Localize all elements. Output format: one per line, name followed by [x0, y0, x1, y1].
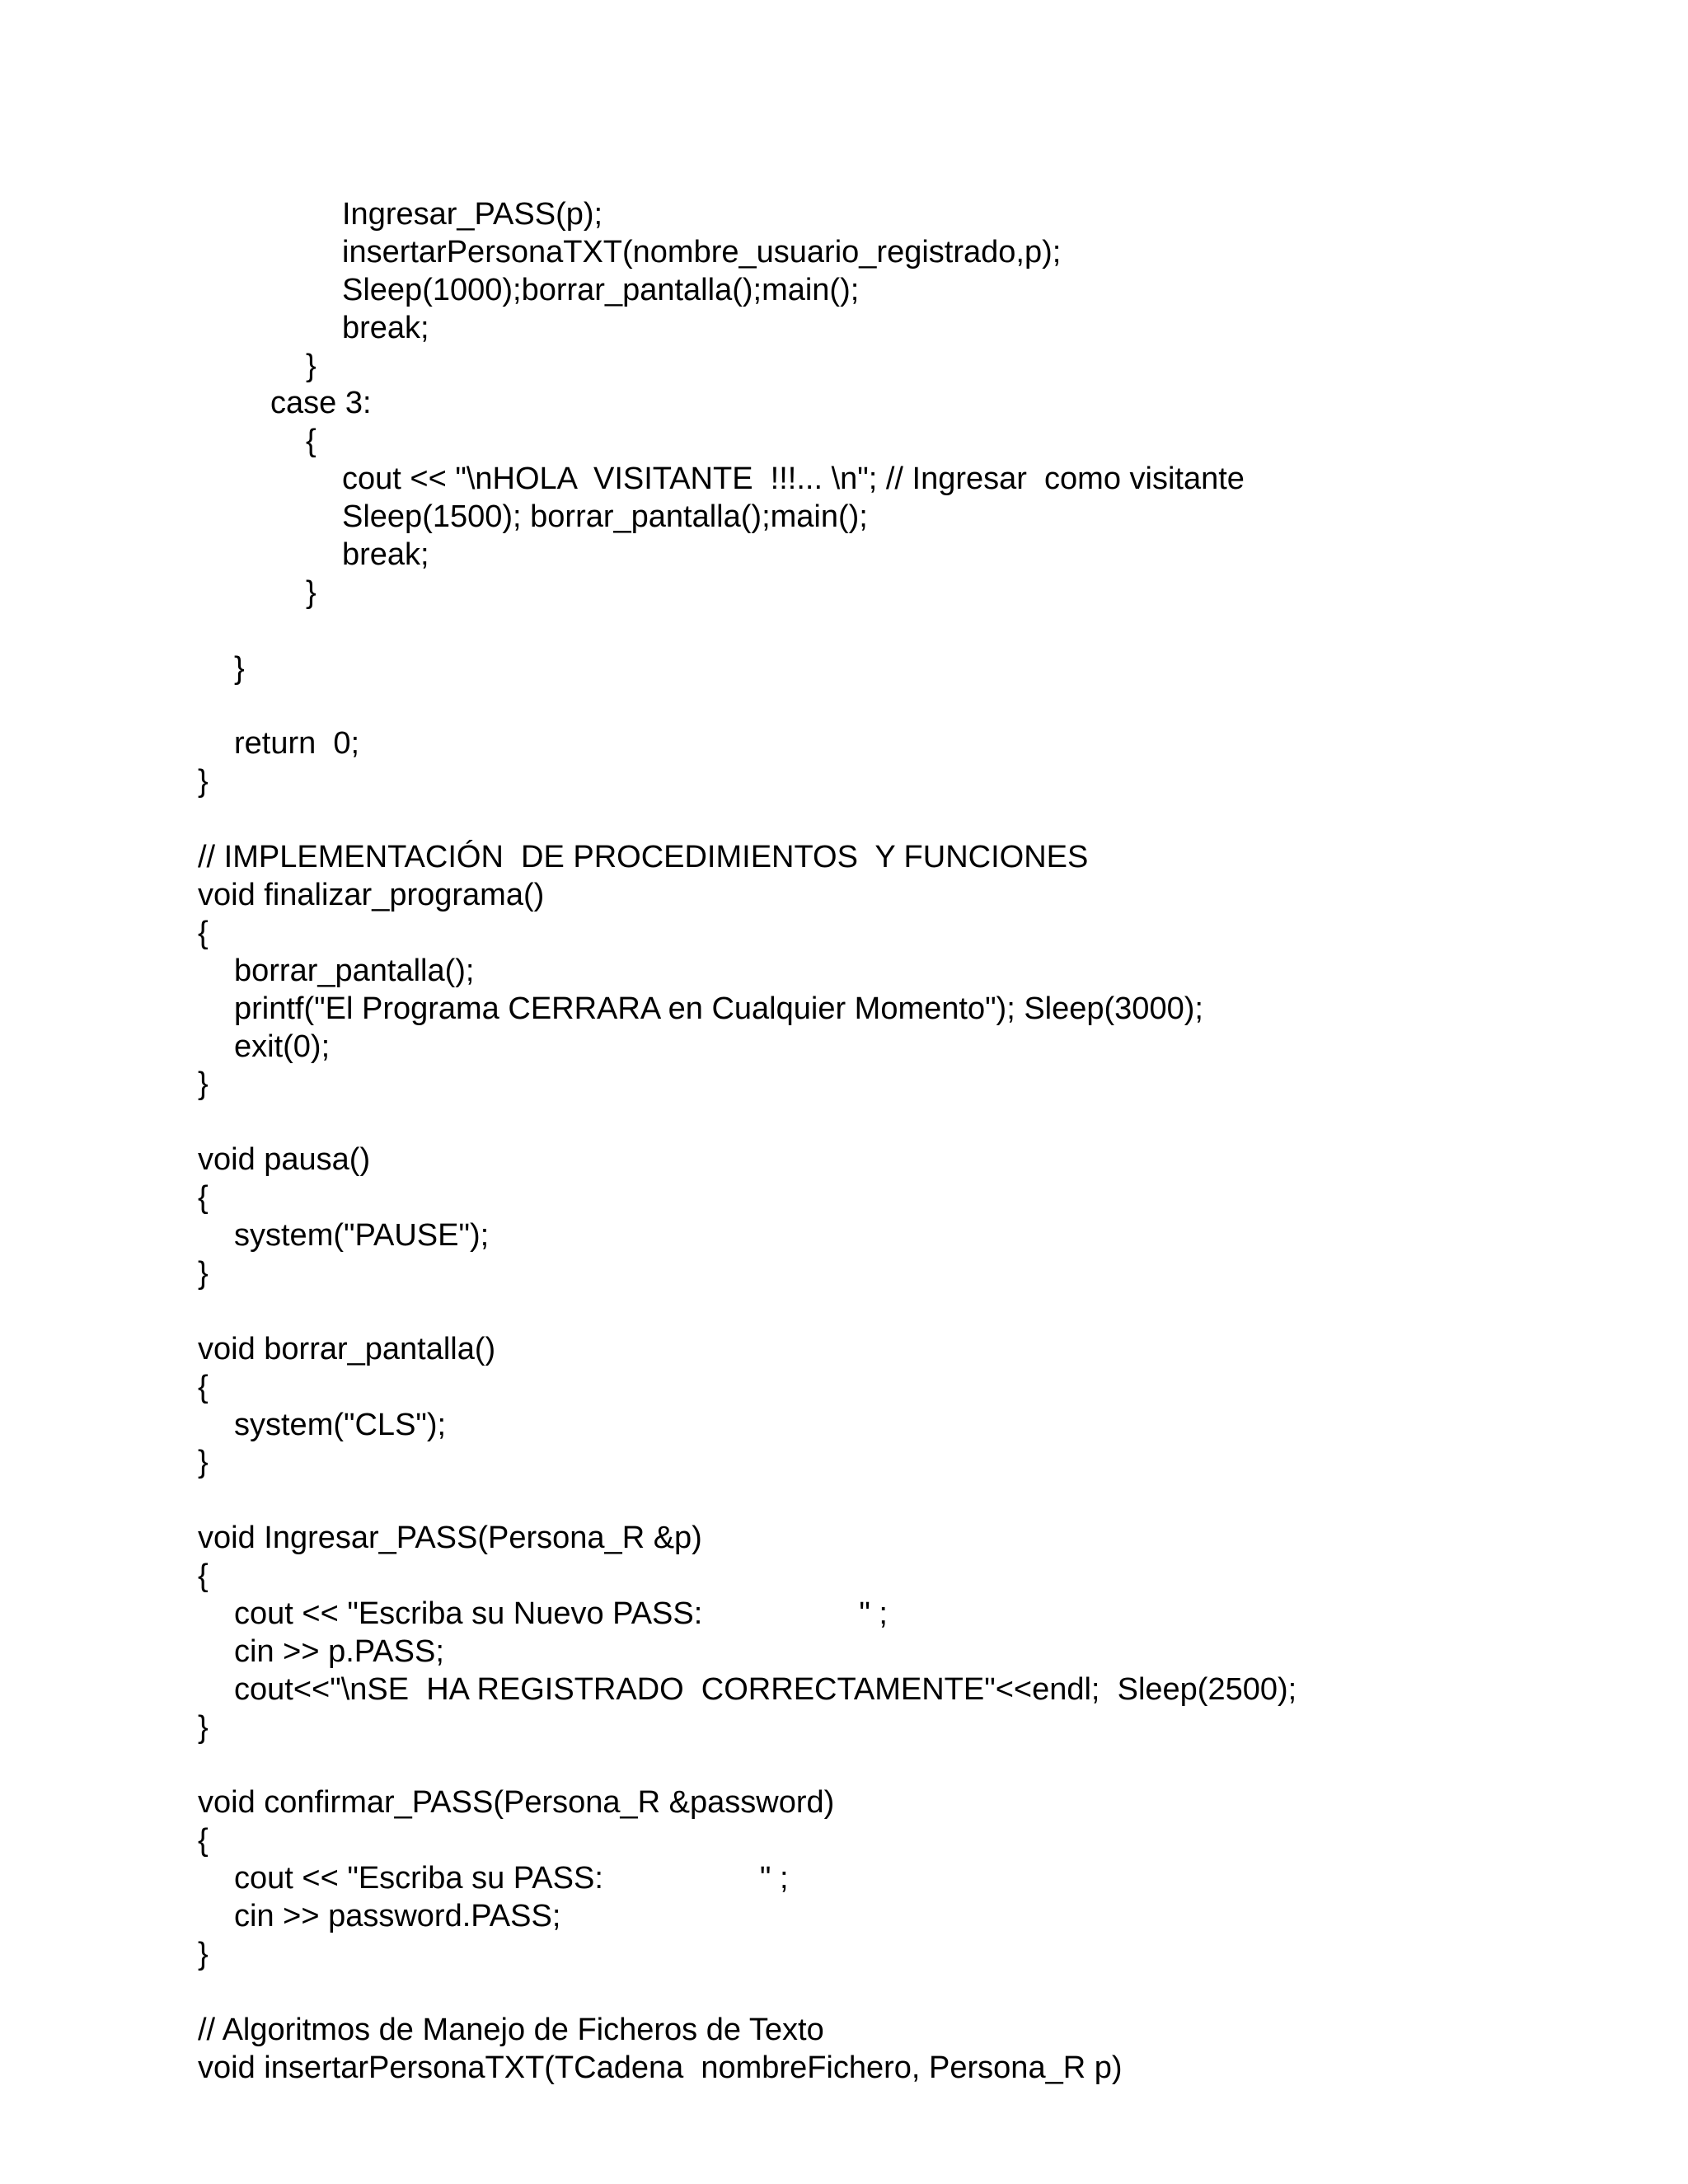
- code-line: {: [198, 1180, 209, 1216]
- code-line: cout << "\nHOLA VISITANTE !!!... \n"; // Ingresar como visitante: [342, 462, 1245, 497]
- code-line: void pausa(): [198, 1142, 371, 1178]
- code-line: cout<<"\nSE HA REGISTRADO CORRECTAMENTE"<<endl; Sleep(2500);: [234, 1671, 1297, 1707]
- code-line: {: [198, 915, 209, 950]
- code-line: [198, 1974, 1648, 2012]
- code-line: Ingresar_PASS(p);: [342, 197, 603, 232]
- code-line: break;: [342, 537, 429, 573]
- code-line: return 0;: [234, 726, 360, 762]
- code-line: }: [198, 764, 209, 799]
- code-line: [198, 612, 1648, 650]
- code-line: void finalizar_programa(): [198, 878, 545, 913]
- code-line: case 3:: [270, 386, 372, 421]
- code-line: }: [198, 1445, 209, 1480]
- code-line: {: [198, 1823, 209, 1858]
- code-line: {: [198, 1369, 209, 1404]
- code-line: {: [198, 1558, 209, 1594]
- code-line: void borrar_pantalla(): [198, 1331, 496, 1366]
- code-line: void confirmar_PASS(Persona_R &password): [198, 1785, 835, 1821]
- code-line: [198, 1482, 1648, 1520]
- code-line: }: [234, 650, 245, 686]
- code-line: [198, 1104, 1648, 1141]
- code-line: cout << "Escriba su PASS: " ;: [234, 1861, 789, 1896]
- code-line: cout << "Escriba su Nuevo PASS: " ;: [234, 1596, 888, 1631]
- code-line: // IMPLEMENTACIÓN DE PROCEDIMIENTOS Y FUNCIONES: [198, 840, 1089, 875]
- code-line: [198, 1747, 1648, 1785]
- code-line: [198, 1293, 1648, 1331]
- code-line: break;: [342, 310, 429, 345]
- code-line: cin >> password.PASS;: [234, 1899, 561, 1934]
- code-line: Sleep(1500); borrar_pantalla();main();: [342, 499, 868, 535]
- code-line: [198, 801, 1648, 839]
- code-line: system("CLS");: [234, 1407, 447, 1442]
- code-line: exit(0);: [234, 1029, 331, 1064]
- code-line: system("PAUSE");: [234, 1218, 490, 1254]
- code-line: borrar_pantalla();: [234, 953, 475, 988]
- code-line: }: [198, 1066, 209, 1102]
- code-line: }: [198, 1255, 209, 1291]
- code-listing: [198, 196, 1648, 2088]
- code-line: {: [306, 424, 316, 459]
- code-line: printf("El Programa CERRARA en Cualquier Momento"); Sleep(3000);: [234, 991, 1203, 1026]
- code-line: cin >> p.PASS;: [234, 1633, 444, 1669]
- code-line: void insertarPersonaTXT(TCadena nombreFichero, Persona_R p): [198, 2050, 1123, 2085]
- code-line: Sleep(1000);borrar_pantalla();main();: [342, 272, 860, 307]
- code-line: insertarPersonaTXT(nombre_usuario_registrado,p);: [342, 234, 1062, 269]
- code-line: }: [306, 574, 316, 610]
- code-line: }: [306, 348, 316, 383]
- code-line: // Algoritmos de Manejo de Ficheros de Texto: [198, 2012, 824, 2047]
- code-line: }: [198, 1936, 209, 1971]
- code-line: [198, 688, 1648, 726]
- code-line: void Ingresar_PASS(Persona_R &p): [198, 1521, 702, 1556]
- code-line: }: [198, 1709, 209, 1745]
